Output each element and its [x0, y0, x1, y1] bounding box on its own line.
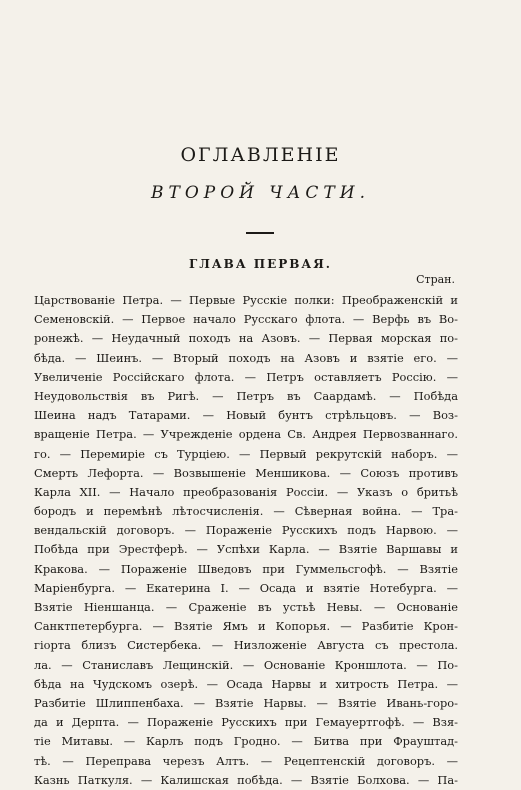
contents-line: Казнь Паткуля. — Калишская побѣда. — Взятіе Болхова. — Па- — [34, 772, 458, 787]
contents-line: Взятіе Ніеншанца. — Сраженіе въ устьѣ Невы. — Основаніе — [34, 600, 458, 614]
contents-line: вращеніе Петра. — Учрежденіе ордена Св. Андрея Первозваннаго. — [34, 427, 458, 442]
chapter-heading: ГЛАВА ПЕРВАЯ. — [189, 257, 332, 271]
contents-line: ронежѣ. — Неудачный походъ на Азовъ. — Первая морская по- — [34, 331, 458, 346]
contents-line: бѣда. — Шеинъ. — Вторый походъ на Азовъ и взятіе его. — — [34, 350, 458, 365]
contents-line: Неудовольствія въ Ригѣ. — Петръ въ Саардамѣ. — Побѣда — [34, 388, 458, 403]
contents-line: да и Дерпта. — Пораженіе Русскихъ при Гемауертгофѣ. — Взя- — [34, 715, 458, 730]
contents-line: го. — Перемиріе съ Турціею. — Первый рекрутскій наборъ. — — [34, 446, 458, 461]
page-column-label: Стран. — [416, 273, 455, 286]
contents-line: Карла XII. — Начало преобразованія Россіи. — Указъ о бритьѣ — [34, 484, 458, 499]
title-divider — [246, 232, 274, 234]
contents-line: вендальскій договоръ. — Пораженіе Русскихъ подъ Нарвою. — — [34, 523, 458, 538]
contents-line: гіорта близъ Систербека. — Низложеніе Августа съ престола. — [34, 638, 458, 653]
contents-line: Санктпетербурга. — Взятіе Ямъ и Копорья. — Разбитіе Крон- — [34, 619, 458, 634]
contents-line: Разбитіе Шлиппенбаха. — Взятіе Нарвы. — Взятіе Ивань-горо- — [34, 695, 458, 710]
contents-line: Шеина надъ Татарами. — Новый бунтъ стрѣльцовъ. — Воз- — [34, 408, 458, 423]
contents-line: Смерть Лефорта. — Возвышеніе Меншикова. — Союзъ противъ — [34, 465, 458, 480]
contents-line: Кракова. — Пораженіе Шведовъ при Гуммельсгофѣ. — Взятіе — [34, 561, 458, 576]
contents-line: тѣ. — Переправа черезъ Алтъ. — Рецептенскій договоръ. — — [34, 753, 458, 768]
contents-line: Увеличеніе Россійскаго флота. — Петръ оставляетъ Россію. — — [34, 369, 458, 384]
contents-line: Семеновскій. — Первое начало Русскаго флота. — Верфь въ Во- — [34, 312, 458, 327]
contents-line: тіе Митавы. — Карлъ подъ Гродно. — Битва при Фрауштад- — [34, 734, 458, 749]
contents-line: Побѣда при Эрестферѣ. — Успѣхи Карла. — Взятіе Варшавы и — [34, 542, 458, 557]
contents-line: бѣда на Чудскомъ озерѣ. — Осада Нарвы и хитрость Петра. — — [34, 676, 458, 691]
page-subtitle: ВТОРОЙ ЧАСТИ. — [151, 183, 370, 203]
contents-line: бородъ и перемѣнѣ лѣтосчисленія. — Сѣверная война. — Тра- — [34, 504, 458, 519]
contents-line: ла. — Станиславъ Лещинскій. — Основаніе Кроншлота. — По- — [34, 657, 458, 672]
contents-text — [34, 291, 458, 790]
contents-line: Царствованіе Петра. — Первые Русскіе полки: Преображенскій и — [34, 293, 458, 307]
page-title: ОГЛАВЛЕНІЕ — [180, 144, 341, 166]
contents-line: Маріенбурга. — Екатерина I. — Осада и взятіе Нотебурга. — — [34, 580, 458, 595]
